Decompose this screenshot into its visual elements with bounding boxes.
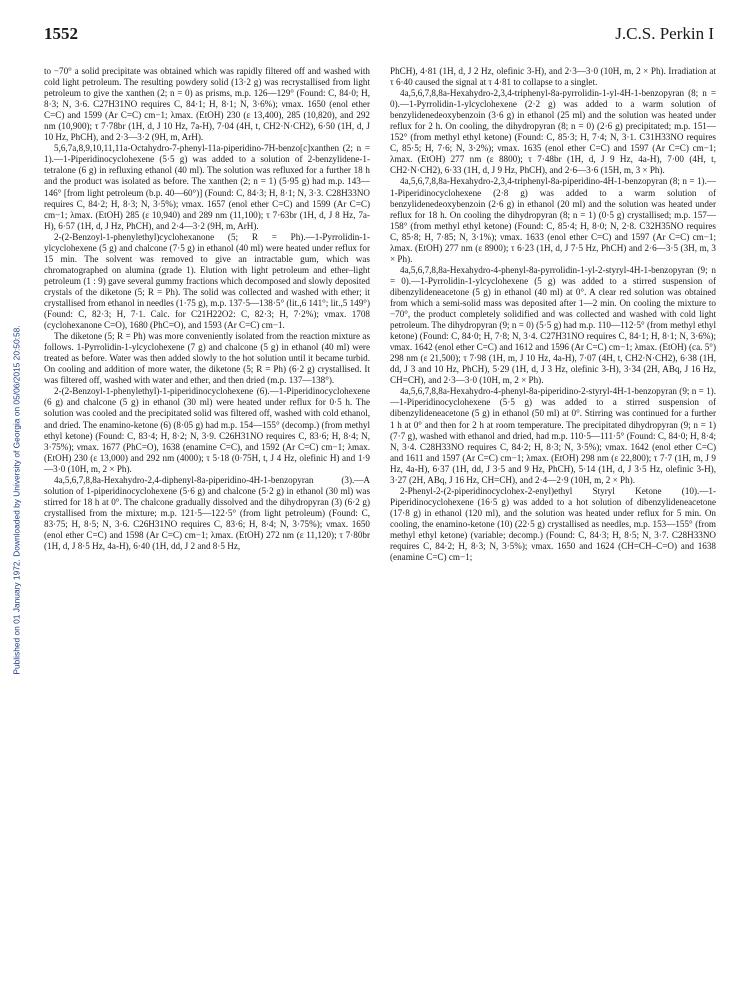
paragraph: 4a,5,6,7,8,8a-Hexahydro-2,3,4-triphenyl-8a-piperidino-4H-1-benzopyran (8; n = 1).—1-Piperidinocyclohexene (2·8 g) was added to a warm solution of benzylidenedeoxybenzoin (2·6 g) in ethanol (20 ml) and the solution was heated under reflux for 18 h. On cooling the dihydropyran (8; n = 1) (0·5 g) crystallised; m.p. 157—158° (from methyl ethyl ketone) (Found: C, 85·4; H, 8·0; N, 2·8. C32H35NO requires C, 85·8; H, 7·85; N, 3·1%); νmax. 1633 (enol ether C=C) and 1597 (Ar C=C) cm−1; λmax. (EtOH) 277 nm (ε 8900); τ 6·23 (1H, d, J 7·5 Hz, PhCH) and 2·6—3·5 (3H, m, 3 × Ph). <box>390 176 716 264</box>
article-body <box>44 66 716 972</box>
download-notice <box>8 210 26 790</box>
paragraph: 4a,5,6,7,8,8a-Hexahydro-2,3,4-triphenyl-8a-pyrrolidin-1-yl-4H-1-benzopyran (8; n = 0).—1-Pyrrolidin-1-ylcyclohexene (2·2 g) was added to a warm solution of benzylidenedeoxybenzoin (3·6 g) in ethanol (25 ml) and the solution was heated under reflux for 2 h. On cooling, the dihydropyran (8; n = 0) (2·6 g) precipitated; m.p. 151—152° (from methyl ethyl ketone) (Found: C, 85·3; H, 7·4; N, 3·1. C31H33NO requires C, 85·5; H, 7·6; N, 3·2%); νmax. 1635 (enol ether C=C) and 1597 (Ar C=C) cm−1; λmax. (EtOH) 277 nm (ε 8800); τ 7·48br (1H, d, J 9 Hz, 4a-H), 7·00 (4H, t, CH2·N·CH2), 6·33 (1H, d, J 9 Hz, PhCH), and 2·6—3·6 (15H, m, 3 × Ph). <box>390 88 716 176</box>
journal-title: J.C.S. Perkin I <box>615 24 714 43</box>
paragraph: 5,6,7a,8,9,10,11,11a-Octahydro-7-phenyl-11a-piperidino-7H-benzo[c]xanthen (2; n = 1).—1-Piperidinocyclohexene (5·5 g) was added to a solution of 2-benzylidene-1-tetralone (6 g) in refluxing ethanol (40 ml). The solution was refluxed for a further 18 h and the product was isolated as before. The xanthen (2; n = 1) (5·95 g) had m.p. 143—146° [from light petroleum (b.p. 40—60°)] (Found: C, 84·3; H, 8·1; N, 3·3. C28H33NO requires C, 84·2; H, 8·3; N, 3·5%); νmax. 1657 (enol ether C=C) and 1599 (Ar C=C) cm−1; λmax. (EtOH) 285 (ε 10,940) and 289 nm (11,100); τ 7·63br (1H, d, J 8 Hz, 7a-H), 6·57 (1H, d, J Hz, PhCH), and 2·4—3·2 (9H, m, ArH). <box>44 143 370 231</box>
download-notice-text: Published on 01 January 1972. Downloaded by University of Georgia on 05/06/2015 20:50:58. <box>12 325 23 675</box>
paragraph: 4a,5,6,7,8,8a-Hexahydro-2,4-diphenyl-8a-piperidino-4H-1-benzopyran (3).—A solution of 1-piperidinocyclohexene (5·6 g) and chalcone (5·2 g) in ethanol (30 ml) was stirred for 18 h at 0°. The chalcone gradually dissolved and the dihydropyran (3) (6·2 g) crystallised from the mixture; m.p. 121·5—122·5° (from light petroleum) (Found: C, 83·75; H, 8·5; N, 3·6. C26H31NO requires C, 83·6; H, 8·4; N, 3·75%); νmax. 1650 (enol ether C=C) and 1598 (Ar C=C) cm−1; λmax. (EtOH) 272 nm (ε 11,120); τ 7·80br (1H, d, J 8·5 Hz, 4a-H), 6·40 (1H, dd, J 2 and 8·5 Hz, <box>44 474 370 552</box>
paragraph: 2-(2-Benzoyl-1-phenylethyl)-1-piperidinocyclohexene (6).—1-Piperidinocyclohexene (6 g) and chalcone (5 g) in ethanol (30 ml) were heated under reflux for 0·5 h. The solution was cooled and the precipitated solid was filtered off, washed with cold ethanol, and dried. The enamino-ketone (6) (8·05 g) had m.p. 154—155° (decomp.) (from methyl ethyl ketone) (Found: C, 83·4; H, 8·2; N, 3·9. C26H31NO requires C, 83·6; H, 8·4; N, 3·75%); νmax. 1677 (PhC=O), 1638 (enamine C=C), and 1592 (Ar C=C) cm−1; λmax. (EtOH) 230 (ε 13,000) and 292 nm (4000); τ 5·18 (0·75H, t, J 4 Hz, olefinic H) and 1·9—3·0 (10H, m, 2 × Ph). <box>44 386 370 474</box>
left-column <box>44 66 370 972</box>
page-number: 1552 <box>44 24 78 43</box>
paragraph: 2-(2-Benzoyl-1-phenylethyl)cyclohexanone (5; R = Ph).—1-Pyrrolidin-1-ylcyclohexene (5 g) and chalcone (7·5 g) in ethanol (40 ml) were heated under reflux for 15 min. The solvent was removed to give an intractable gum, which was chromatographed on alumina (grade 1). Elution with light petroleum and ether–light petroleum (1 : 9) gave several gummy fractions which decomposed and slowly deposited crystals of the diketone (5; R = Ph). The solid was collected and washed with ether; it crystallised from ethanol in needles (1·75 g), m.p. 137·5—138·5° (lit.,6 141°; lit.,5 149°) (Found: C, 82·3; H, 7·1. Calc. for C21H22O2: C, 82·3; H, 7·2%); νmax. 1708 (cyclohexanone C=O), 1680 (PhC=O), and 1593 (Ar C=C) cm−1. <box>44 231 370 331</box>
paragraph: 4a,5,6,7,8,8a-Hexahydro-4-phenyl-8a-pyrrolidin-1-yl-2-styryl-4H-1-benzopyran (9; n = 0).—1-Pyrrolidin-1-ylcyclohexene (5 g) was added to a stirred suspension of dibenzylideneacetone (5 g) in ethanol (40 ml) at 0°. A clear red solution was obtained from which a semi-solid mass was deposited after 1—2 min. On cooling the mixture to −70°, the product completely solidified and was collected and washed with cold light petroleum. The dihydropyran (9; n = 0) (5·5 g) had m.p. 110—112·5° (from methyl ethyl ketone) (Found: C, 84·0; H, 7·8; N, 3·4. C27H31NO requires C, 84·1; H, 8·1; N, 3·6%); νmax. 1642 (enol ether C=C) and 1612 and 1596 (Ar C=C) cm−1; λmax. (EtOH) (ca. 5°) 298 nm (ε 21,500); τ 7·98 (1H, m, J 10 Hz, 4a-H), 7·07 (4H, t, CH2·N·CH2), 6·38 (1H, dd, J 3 and 10 Hz, PhCH), 5·29 (1H, d, J 3 Hz, olefinic 3-H), 3·34 (2H, ABq, J 16 Hz, CH=CH), and 2·3—3·0 (10H, m, 2 × Ph). <box>390 264 716 386</box>
right-column <box>390 66 716 972</box>
paragraph: 2-Phenyl-2-(2-piperidinocyclohex-2-enyl)ethyl Styryl Ketone (10).—1-Piperidinocyclohexene (16·5 g) was added to a hot solution of dibenzylideneacetone (17·8 g) in ethanol (120 ml), and the solution was heated under reflux for 5 min. On cooling, the enamino-ketone (10) (22·5 g) crystallised as needles, m.p. 153—155° (from methyl ethyl ketone) (variable; decomp.) (Found: C, 84·3; H, 8·5; N, 3·7. C28H33NO requires C, 84·2; H, 8·3; N, 3·5%); νmax. 1650 and 1624 (CH=CH–C=O) and 1638 (enamine C=C) cm−1; <box>390 485 716 563</box>
paragraph: to −70° a solid precipitate was obtained which was rapidly filtered off and washed with cold light petroleum. The resulting powdery solid (13·2 g) was recrystallised from light petroleum to give the xanthen (2; n = 0) as prisms, m.p. 126—129° (Found: C, 84·0; H, 8·3; N, 3·6. C27H31NO requires C, 84·1; H, 8·1; N, 3·6%); νmax. 1650 (enol ether C=C) and 1599 (Ar C=C) cm−1; λmax. (EtOH) 230 (ε 13,400), 285 (10,820), and 292 nm (10,900); τ 7·78br (1H, d, J 10 Hz, 7a-H), 7·04 (4H, t, CH2·N·CH2), 6·50 (1H, d, J 10 Hz, PhCH), and 2·3—3·2 (9H, m, ArH). <box>44 66 370 143</box>
paragraph: PhCH), 4·81 (1H, d, J 2 Hz, olefinic 3-H), and 2·3—3·0 (10H, m, 2 × Ph). Irradiation at τ 6·40 caused the signal at τ 4·81 to collapse to a singlet. <box>390 66 716 88</box>
page-header <box>44 24 714 50</box>
paragraph: The diketone (5; R = Ph) was more conveniently isolated from the reaction mixture as follows. 1-Pyrrolidin-1-ylcyclohexene (7 g) and chalcone (5 g) in ethanol (40 ml) were treated as before. Water was then added slowly to the hot solution until it became turbid. On cooling and addition of more water, the diketone (5; R = Ph) (6·2 g) crystallised. It was filtered off, washed with water and ether, and then dried (m.p. 137—138°). <box>44 331 370 386</box>
paragraph: 4a,5,6,7,8,8a-Hexahydro-4-phenyl-8a-piperidino-2-styryl-4H-1-benzopyran (9; n = 1).—1-Piperidinocyclohexene (5·5 g) was added to a stirred suspension of dibenzylideneacetone (5 g) in ethanol (50 ml) at 0°. Stirring was continued for a further 1 h at 0° and then for 2 h at room temperature. The precipitated dihydropyran (9; n = 1) (7·7 g), washed with ethanol and dried, had m.p. 110·5—111·5° (Found: C, 84·0; H, 8·4; N, 3·4. C28H33NO requires C, 84·2; H, 8·3; N, 3·5%); νmax. 1642 (enol ether C=C) and 1611 and 1597 (Ar C=C) cm−1; λmax. (EtOH) 298 nm (ε 22,800); τ 7·7 (1H, m, J 9 Hz, 4a-H), 6·37 (1H, dd, J 3·5 and 9 Hz, PhCH), 5·14 (1H, d, J 3·5 Hz, olefinic 3-H), 3·27 (2H, ABq, J 16 Hz, CH=CH), and 2·4—2·9 (10H, m, 2 × Ph). <box>390 386 716 485</box>
